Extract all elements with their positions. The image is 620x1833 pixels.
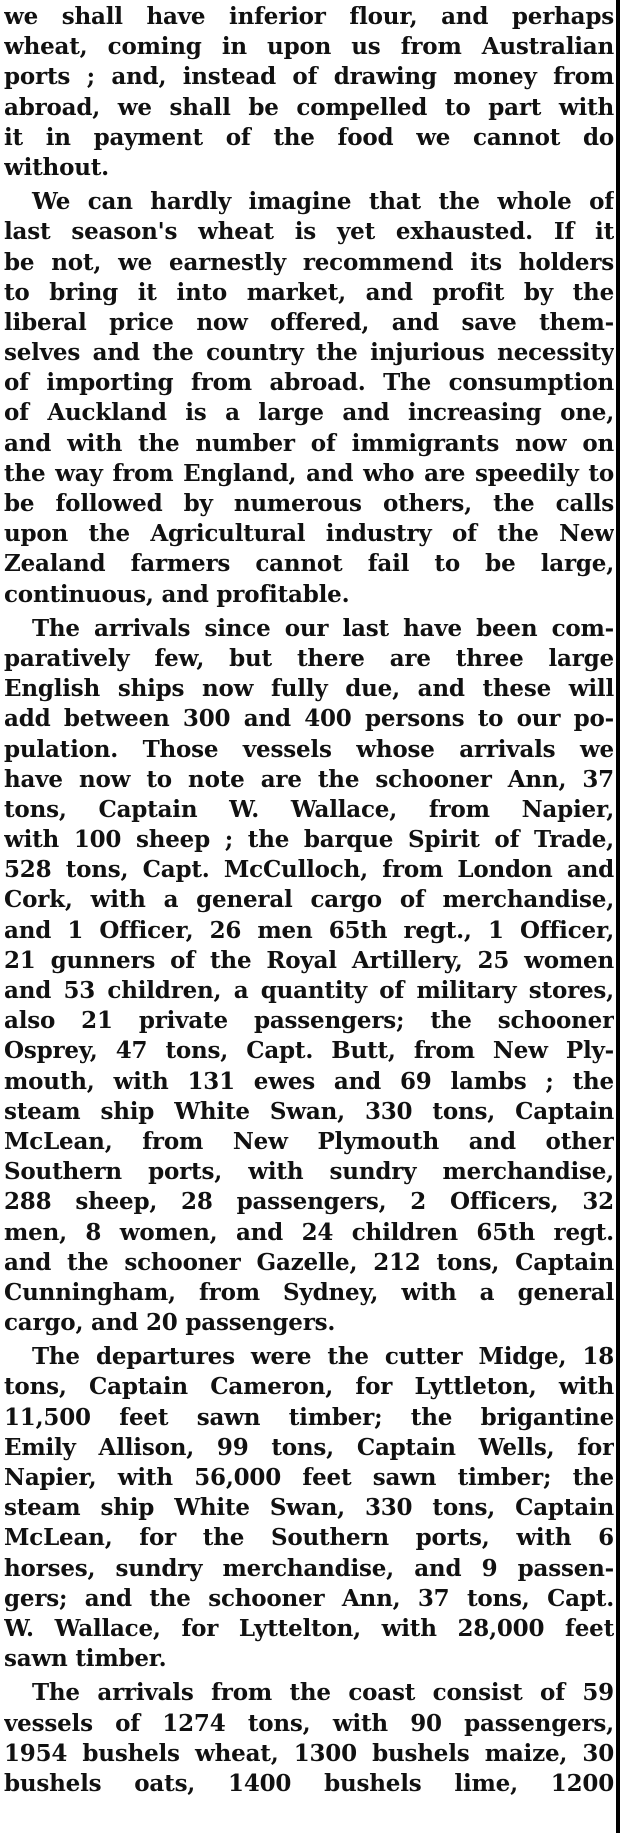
text-line: 1954 bushels wheat, 1300 bushels maize, 30: [4, 1739, 614, 1767]
text-line: Cork, with a general cargo of merchandise,: [4, 886, 614, 914]
text-line: also 21 private passengers; the schooner: [4, 1007, 614, 1035]
text-line: pulation. Those vessels whose arrivals we: [4, 735, 614, 763]
text-line: have now to note are the schooner Ann, 37: [4, 765, 614, 793]
paragraph: [4, 2, 614, 183]
text-line: paratively few, but there are three large: [4, 644, 614, 672]
text-line: and 1 Officer, 26 men 65th regt., 1 Officer,: [4, 916, 614, 944]
paragraph: [4, 614, 614, 1339]
text-line: Emily Allison, 99 tons, Captain Wells, for: [4, 1433, 614, 1461]
text-line: we shall have inferior flour, and perhaps: [4, 3, 614, 30]
text-line: The departures were the cutter Midge, 18: [32, 1343, 614, 1371]
text-line: Zealand farmers cannot fail to be large,: [4, 550, 614, 578]
text-line: horses, sundry merchandise, and 9 passen-: [4, 1554, 614, 1582]
text-line: 528 tons, Capt. McCulloch, from London and: [4, 856, 614, 884]
text-line: English ships now fully due, and these will: [4, 675, 614, 703]
text-line: mouth, with 131 ewes and 69 lambs ; the: [4, 1067, 614, 1095]
text-line: sawn timber.: [4, 1645, 167, 1673]
text-line: ports ; and, instead of drawing money from: [4, 63, 614, 91]
text-line: The arrivals from the coast consist of 59: [32, 1679, 614, 1707]
text-line: be followed by numerous others, the calls: [4, 490, 614, 517]
paragraph: [4, 1342, 614, 1674]
text-line: selves and the country the injurious necessity: [4, 339, 614, 367]
text-line: Osprey, 47 tons, Capt. Butt, from New Ply-: [4, 1037, 614, 1065]
text-line: add between 300 and 400 persons to our po-: [4, 705, 614, 733]
text-line: 288 sheep, 28 passengers, 2 Officers, 32: [4, 1188, 614, 1216]
text-line: steam ship White Swan, 330 tons, Captain: [4, 1097, 614, 1125]
text-line: and 53 children, a quantity of military stores,: [4, 977, 614, 1004]
text-line: gers; and the schooner Ann, 37 tons, Capt.: [4, 1584, 614, 1612]
text-line: upon the Agricultural industry of the New: [4, 520, 614, 548]
text-line: to bring it into market, and profit by the: [4, 278, 614, 306]
text-line: and the schooner Gazelle, 212 tons, Captain: [4, 1248, 614, 1276]
text-line: 21 gunners of the Royal Artillery, 25 women: [4, 946, 614, 974]
text-line: We can hardly imagine that the whole of: [32, 188, 614, 216]
paragraph: [4, 1678, 614, 1799]
text-line: bushels oats, 1400 bushels lime, 1200: [4, 1769, 614, 1797]
text-line: cargo, and 20 passengers.: [4, 1309, 336, 1337]
text-line: steam ship White Swan, 330 tons, Captain: [4, 1494, 614, 1522]
text-line: men, 8 women, and 24 children 65th regt.: [4, 1218, 614, 1246]
text-line: last season's wheat is yet exhausted. If it: [4, 218, 614, 246]
text-line: abroad, we shall be compelled to part with: [4, 93, 614, 121]
text-line: and with the number of immigrants now on: [4, 429, 614, 457]
column-rule: [616, 0, 620, 1833]
text-line: it in payment of the food we cannot do: [4, 123, 614, 151]
paragraph: [4, 187, 614, 610]
text-line: of Auckland is a large and increasing one,: [4, 399, 614, 427]
text-line: Napier, with 56,000 feet sawn timber; the: [4, 1464, 614, 1491]
text-line: with 100 sheep ; the barque Spirit of Trade,: [4, 826, 614, 854]
text-line: without.: [4, 153, 109, 181]
text-line: tons, Captain W. Wallace, from Napier,: [4, 795, 614, 823]
text-line: tons, Captain Cameron, for Lyttleton, with: [4, 1373, 614, 1401]
text-line: the way from England, and who are speedily to: [4, 459, 614, 487]
text-line: 11,500 feet sawn timber; the brigantine: [4, 1403, 614, 1431]
text-line: be not, we earnestly recommend its holders: [4, 248, 614, 276]
text-line: vessels of 1274 tons, with 90 passengers,: [4, 1709, 614, 1737]
text-line: of importing from abroad. The consumption: [4, 369, 614, 397]
text-line: wheat, coming in upon us from Australian: [4, 33, 614, 61]
text-line: The arrivals since our last have been com-: [32, 614, 614, 642]
text-line: Cunningham, from Sydney, with a general: [4, 1278, 614, 1306]
text-line: liberal price now offered, and save them-: [4, 308, 614, 336]
text-line: Southern ports, with sundry merchandise,: [4, 1158, 614, 1186]
text-line: W. Wallace, for Lyttelton, with 28,000 feet: [4, 1614, 614, 1642]
text-line: McLean, for the Southern ports, with 6: [4, 1524, 614, 1552]
text-line: McLean, from New Plymouth and other: [4, 1127, 614, 1155]
text-line: continuous, and profitable.: [4, 580, 350, 608]
